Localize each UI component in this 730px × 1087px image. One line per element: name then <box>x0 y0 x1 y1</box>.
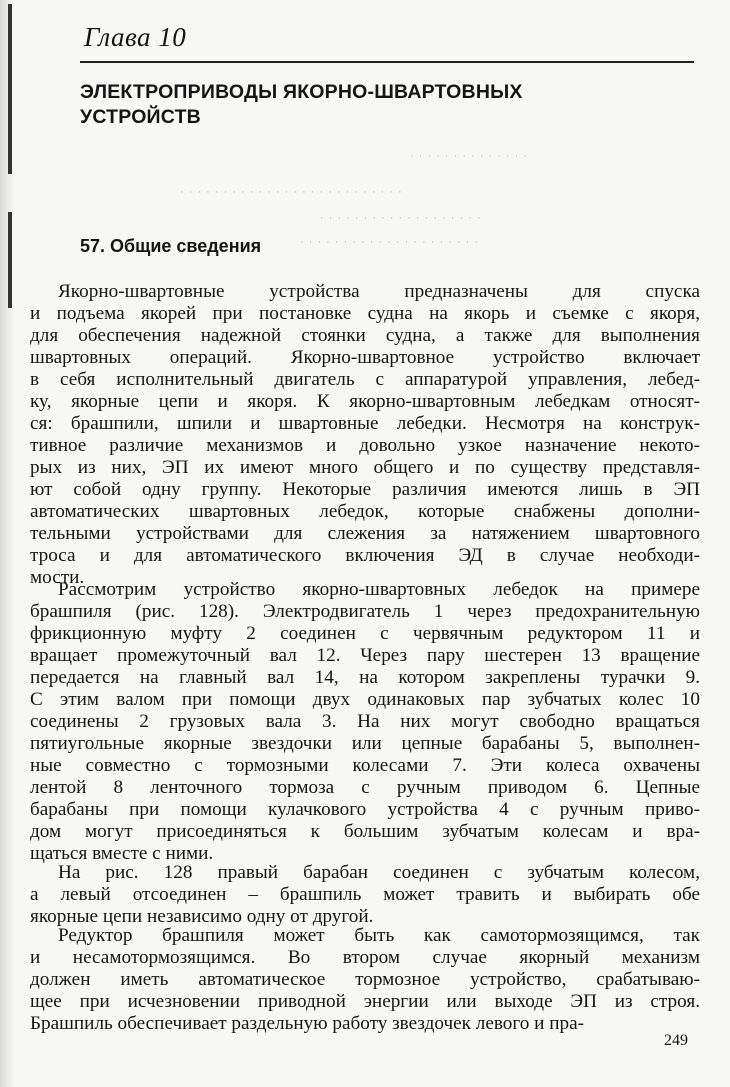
text-line: вращает промежуточный вал 12. Через пару шестерен 13 вращение <box>30 645 700 666</box>
chapter-label: Глава 10 <box>84 22 187 52</box>
text-line: автоматических швартовных лебедок, которые снабжены дополни- <box>30 501 700 522</box>
chapter-title-line: УСТРОЙСТВ <box>80 106 201 128</box>
text-line: щаться вместе с ними. <box>30 843 214 864</box>
text-line: брашпиля (рис. 128). Электродвигатель 1 через предохранительную <box>30 601 700 622</box>
page-number: 249 <box>664 1032 688 1049</box>
chapter-title-line: ЭЛЕКТРОПРИВОДЫ ЯКОРНО-ШВАРТОВНЫХ <box>80 81 523 103</box>
text-line: барабаны при помощи кулачкового устройства 4 с ручным приво- <box>30 799 700 820</box>
paragraph <box>30 281 700 589</box>
text-line: тельными устройствами для слежения за натяжением швартовного <box>30 523 700 544</box>
text-line: тивное различие механизмов и довольно узкое назначение некото- <box>30 435 700 456</box>
text-line: троса и для автоматического включения ЭД в случае необходи- <box>30 545 700 566</box>
text-line: передается на главный вал 14, на котором закреплены турачки 9. <box>30 667 700 688</box>
text-line: С этим валом при помощи двух одинаковых пар зубчатых колес 10 <box>30 689 700 710</box>
text-line: соединены 2 грузовых вала 3. На них могут свободно вращаться <box>30 711 700 732</box>
text-line: Рассмотрим устройство якорно-швартовных лебедок на примере <box>58 579 700 600</box>
text-line: для обеспечения надежной стоянки судна, а также для выполнения <box>30 325 700 346</box>
text-line: На рис. 128 правый барабан соединен с зубчатым колесом, <box>58 862 700 883</box>
text-line: швартовных операций. Якорно-швартовное устройство включает <box>30 347 700 368</box>
text-line: Якорно-швартовные устройства предназначены для спуска <box>58 281 700 302</box>
text-line: и подъема якорей при постановке судна на якорь и съемке с якоря, <box>30 303 700 324</box>
show-through-noise: · · · · · · · · · · · · · · · · · · · <box>320 212 482 224</box>
paragraph <box>30 925 700 1035</box>
text-line: ют собой одну группу. Некоторые различия имеются лишь в ЭП <box>30 479 700 500</box>
text-line: мости. <box>30 567 85 588</box>
text-line: фрикционную муфту 2 соединен с червячным редуктором 11 и <box>30 623 700 644</box>
show-through-noise: · · · · · · · · · · · · · · · · · · · · · <box>300 236 480 248</box>
text-line: лентой 8 ленточного тормоза с ручным приводом 6. Цепные <box>30 777 700 798</box>
text-line: а левый отсоединен – брашпиль может травить и выбирать обе <box>30 884 700 905</box>
text-line: ку, якорные цепи и якоря. К якорно-швартовным лебедкам относят- <box>30 391 700 412</box>
text-line: дом могут присоединяться к большим зубчатым колесам и вра- <box>30 821 700 842</box>
show-through-noise: · · · · · · · · · · · · · · <box>410 150 529 162</box>
text-line: ные совместно с тормозными колесами 7. Эти колеса охвачены <box>30 755 700 776</box>
text-line: должен иметь автоматическое тормозное устройство, срабатываю- <box>30 969 700 990</box>
text-line: щее при исчезновении приводной энергии или выходе ЭП из строя. <box>30 991 700 1012</box>
text-line: Брашпиль обеспечивает раздельную работу звездочек левого и пра- <box>30 1013 584 1034</box>
scan-binding-mark <box>8 212 12 308</box>
text-line: рых из них, ЭП их имеют много общего и по существу представля- <box>30 457 700 478</box>
chapter-title <box>80 80 523 130</box>
show-through-noise: · · · · · · · · · · · · · · · · · · · · · · · · · · <box>180 186 403 198</box>
paragraph <box>30 862 700 928</box>
paragraph <box>30 579 700 865</box>
text-line: ся: брашпили, шпили и швартовные лебедки. Несмотря на конструк- <box>30 413 700 434</box>
section-title: 57. Общие сведения <box>80 236 262 256</box>
text-line: пятиугольные якорные звездочки или цепные барабаны 5, выполнен- <box>30 733 700 754</box>
chapter-rule <box>80 61 694 63</box>
scan-binding-mark <box>8 4 12 174</box>
text-line: Редуктор брашпиля может быть как самотормозящимся, так <box>58 925 700 946</box>
text-line: и несамотормозящимся. Во втором случае якорный механизм <box>30 947 700 968</box>
text-line: в себя исполнительный двигатель с аппаратурой управления, лебед- <box>30 369 700 390</box>
text-line: якорные цепи независимо одну от другой. <box>30 906 374 927</box>
